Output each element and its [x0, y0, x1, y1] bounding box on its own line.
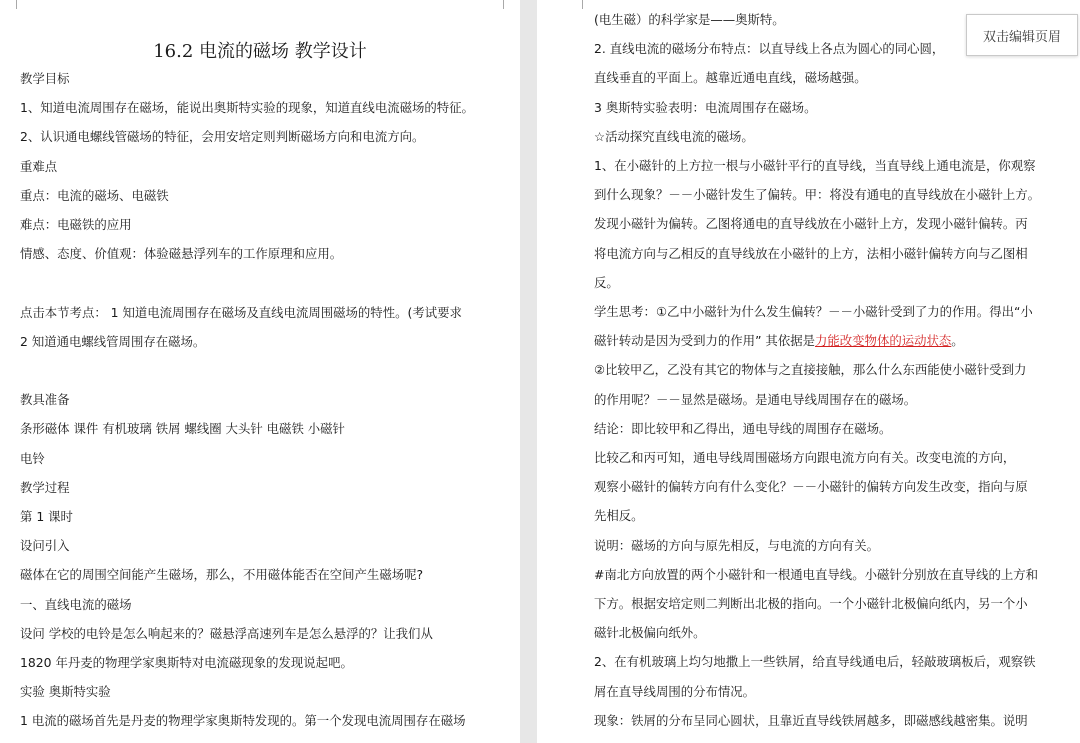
text-line: 到什么现象？－－小磁针发生了偏转。甲：将没有通电的直导线放在小磁针上方。 — [594, 187, 1041, 203]
text-line: 2. 直线电流的磁场分布特点：以直导线上各点为圆心的同心圆， — [594, 41, 945, 57]
text-line: 2、认识通电螺线管磁场的特征，会用安培定则判断磁场方向和电流方向。 — [20, 129, 425, 145]
text-line: #南北方向放置的两个小磁针和一根通电直导线。小磁针分别放在直导线的上方和 — [594, 566, 1039, 582]
text-line: 电铃 — [20, 450, 45, 466]
document-page-left — [0, 0, 520, 743]
document-title: 16.2 电流的磁场 教学设计 — [153, 41, 367, 62]
text-line: ☆活动探究直线电流的磁场。 — [594, 128, 754, 144]
text-line: 实验 奥斯特实验 — [20, 684, 111, 700]
highlighted-phrase: 力能改变物体的运动状态 — [815, 333, 952, 349]
edit-header-button[interactable]: 双击编辑页眉 — [966, 14, 1078, 56]
text-line: 1、知道电流周围存在磁场，能说出奥斯特实验的现象，知道直线电流磁场的特征。 — [20, 100, 474, 116]
text-line: 3 奥斯特实验表明：电流周围存在磁场。 — [594, 99, 817, 115]
text-line: 第 1 课时 — [20, 509, 73, 524]
text-line: 设问 学校的电铃是怎么响起来的？磁悬浮高速列车是怎么悬浮的？让我们从 — [20, 625, 433, 641]
text-line: 结论：即比较甲和乙得出，通电导线的周围存在磁场。 — [594, 420, 892, 436]
text-line: 观察小磁针的偏转方向有什么变化？－－小磁针的偏转方向发生改变，指向与原 — [594, 479, 1028, 495]
text-line: 说明：磁场的方向与原先相反，与电流的方向有关。 — [594, 537, 879, 553]
text-line: 磁体在它的周围空间能产生磁场，那么，不用磁体能否在空间产生磁场呢? — [20, 567, 424, 583]
text-line: 重难点 — [20, 158, 58, 174]
text-line: 重点：电流的磁场、电磁铁 — [20, 187, 169, 203]
text-line: 的作用呢？－－显然是磁场。是通电导线周围存在的磁场。 — [594, 391, 917, 407]
text-line: 设问引入 — [20, 538, 70, 554]
text-line: 磁针转动是因为受到力的作用” 其依据是力能改变物体的运动状态。 — [594, 333, 964, 349]
text-line: 现象：铁屑的分布呈同心圆状，且靠近直导线铁屑越多，即磁感线越密集。说明 — [594, 712, 1028, 728]
text-line: 教学目标 — [20, 71, 70, 86]
text-line: 条形磁体 课件 有机玻璃 铁屑 螺线圈 大头针 电磁铁 小磁针 — [20, 421, 345, 437]
text-line: 点击本节考点： 1 知道电流周围存在磁场及直线电流周围磁场的特性。(考试要求 — [20, 304, 462, 320]
text-line: 1、在小磁针的上方拉一根与小磁针平行的直导线，当直导线上通电流是，你观察 — [594, 158, 1036, 173]
text-line: 1820 年丹麦的物理学家奥斯特对电流磁现象的发现说起吧。 — [20, 655, 353, 670]
text-line: 一、直线电流的磁场 — [20, 596, 132, 612]
text-line: 难点：电磁铁的应用 — [20, 217, 132, 232]
text-suffix: 。 — [951, 333, 964, 349]
text-line: 将电流方向与乙相反的直导线放在小磁针的上方，法相小磁针偏转方向与乙图相 — [594, 245, 1028, 261]
text-line: 2、在有机玻璃上均匀地撒上一些铁屑，给直导线通电后，轻敲玻璃板后，观察铁 — [594, 654, 1036, 670]
text-line: 先相反。 — [594, 508, 644, 524]
text-line: 下方。根据安培定则二判断出北极的指向。一个小磁针北极偏向纸内，另一个小 — [594, 596, 1028, 611]
text-line: (电生磁）的科学家是——奥斯特。 — [594, 12, 785, 27]
text-line: 1 电流的磁场首先是丹麦的物理学家奥斯特发现的。第一个发现电流周围存在磁场 — [20, 713, 466, 729]
text-line: 2 知道通电螺线管周围存在磁场。 — [20, 333, 206, 349]
text-line: ②比较甲乙，乙没有其它的物体与之直接接触，那么什么东西能使小磁针受到力 — [594, 362, 1027, 378]
text-line: 磁针北极偏向纸外。 — [594, 625, 706, 641]
page-corner-mark — [573, 0, 583, 9]
text-line: 教具准备 — [20, 392, 70, 408]
text-line: 教学过程 — [20, 479, 70, 495]
document-page-right — [537, 0, 1080, 743]
page-corner-mark — [503, 0, 513, 9]
text-line: 学生思考：①乙中小磁针为什么发生偏转？－－小磁针受到了力的作用。得出“小 — [594, 304, 1033, 319]
text-line: 情感、态度、价值观：体验磁悬浮列车的工作原理和应用。 — [20, 246, 343, 262]
text-line: 屑在直导线周围的分布情况。 — [594, 683, 756, 699]
text-line: 反。 — [594, 274, 619, 290]
text-line: 发现小磁针为偏转。乙图将通电的直导线放在小磁针上方，发现小磁针偏转。丙 — [594, 216, 1028, 232]
page-corner-mark — [7, 0, 17, 9]
text-line: 比较乙和丙可知，通电导线周围磁场方向跟电流方向有关。改变电流的方向， — [594, 450, 1016, 465]
text-line: 直线垂直的平面上。越靠近通电直线，磁场越强。 — [594, 70, 867, 86]
